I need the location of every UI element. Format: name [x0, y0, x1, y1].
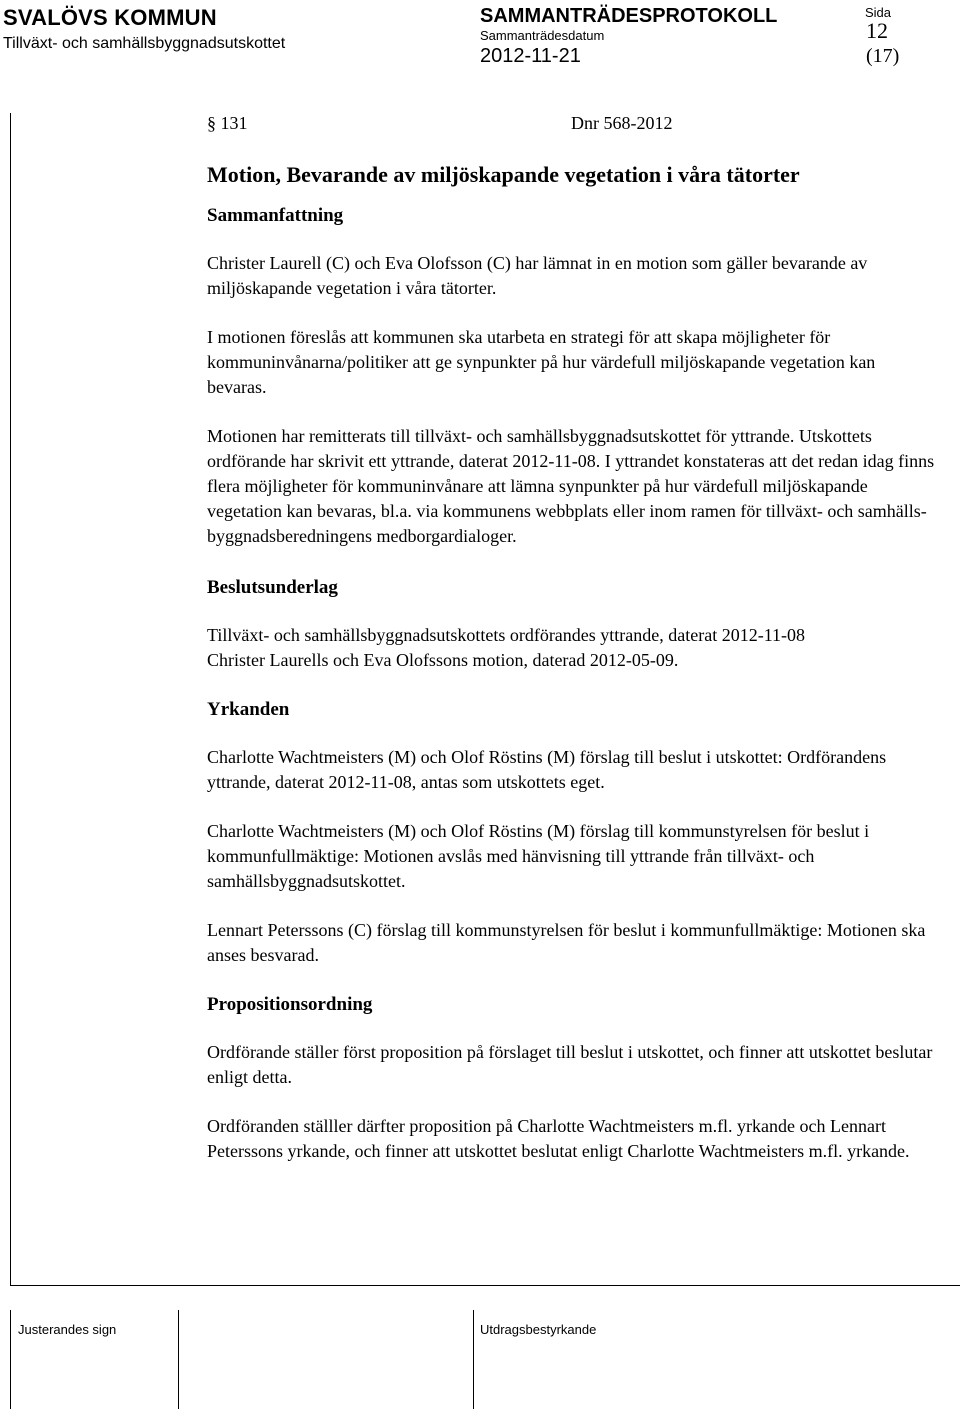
basis-line-1: Tillväxt- och samhällsbyggnadsutskottets ordförandes yttrande, daterat 2012-11-08	[207, 625, 806, 645]
motion-2: Charlotte Wachtmeisters (M) och Olof Röstins (M) förslag till kommunstyrelsen för beslut i kommunfullmäktige: Motionen avslås med hänvisning till yttrande från tillväxt- och samhällsbyggnadsutskottet.	[207, 821, 870, 891]
document-type: SAMMANTRÄDESPROTOKOLL	[480, 5, 778, 27]
page-total: (17)	[866, 45, 900, 67]
proposition-2: Ordföranden ställler därfter proposition på Charlotte Wachtmeisters m.fl. yrkande och Lennart Peterssons yrkande, och finner att utskottet beslutat enligt Charlotte Wachtmeisters m.fl. yrkande.	[207, 1116, 910, 1161]
footer-column-line	[178, 1310, 179, 1409]
basis-line-2: Christer Laurells och Eva Olofssons motion, daterad 2012-05-09.	[207, 650, 679, 670]
committee-name: Tillväxt- och samhällsbyggnadsutskottet	[3, 35, 286, 52]
meeting-date: 2012-11-21	[480, 45, 581, 67]
item-title: Motion, Bevarande av miljöskapande vegetation i våra tätorter	[207, 162, 800, 187]
utdragsbestyrkande-label: Utdragsbestyrkande	[480, 1322, 597, 1337]
diary-number: Dnr 568-2012	[571, 113, 673, 133]
summary-paragraph-1: Christer Laurell (C) och Eva Olofsson (C) har lämnat in en motion som gäller bevarande av miljöskapande vegetation i våra tätorter.	[207, 253, 868, 298]
organization-name: SVALÖVS KOMMUN	[3, 5, 217, 30]
meeting-date-label: Sammanträdesdatum	[480, 28, 605, 43]
basis-heading: Beslutsunderlag	[207, 577, 338, 598]
summary-paragraph-2: I motionen föreslås att kommunen ska utarbeta en strategi för att skapa möjligheter för kommuninvånarna/politiker att ge synpunkter på hur värdefull miljöskapande vegetation kan bevaras.	[207, 327, 876, 397]
footer-divider	[10, 1285, 960, 1286]
summary-heading: Sammanfattning	[207, 205, 344, 226]
page-number: 12	[866, 18, 888, 43]
paragraph-number: § 131	[207, 113, 248, 133]
left-margin-line	[10, 113, 11, 1285]
footer-column-line	[10, 1310, 11, 1409]
item-reference	[207, 111, 937, 137]
justerandes-sign-label: Justerandes sign	[18, 1322, 117, 1337]
summary-paragraph-3: Motionen har remitterats till tillväxt- och samhällsbyggnadsutskottet för yttrande. Utskottets ordförande har skrivit ett yttrande, daterat 2012-11-08. I yttrandet konstateras att det redan idag finns flera möjligheter för kommuninvånare att lämna synpunkter på hur värdefull miljöskapande vegetation kan bevaras, bl.a. via kommunens webbplats eller inom ramen för tillväxt- och samhälls-byggnadsberedningens medborgardialoger.	[207, 426, 935, 546]
footer-column-line	[473, 1310, 474, 1409]
proposition-1: Ordförande ställer först proposition på förslaget till beslut i utskottet, och finner att utskottet beslutar enligt detta.	[207, 1042, 933, 1087]
motion-1: Charlotte Wachtmeisters (M) och Olof Röstins (M) förslag till beslut i utskottet: Ordförandens yttrande, daterat 2012-11-08, antas som utskottets eget.	[207, 747, 887, 792]
motion-3: Lennart Peterssons (C) förslag till kommunstyrelsen för beslut i kommunfullmäktige: Motionen ska anses besvarad.	[207, 920, 926, 965]
proposition-heading: Propositionsordning	[207, 994, 373, 1015]
motions-heading: Yrkanden	[207, 699, 290, 720]
page-label: Sida	[865, 5, 892, 20]
signature-footer	[0, 1285, 960, 1409]
minutes-body	[207, 111, 937, 1164]
